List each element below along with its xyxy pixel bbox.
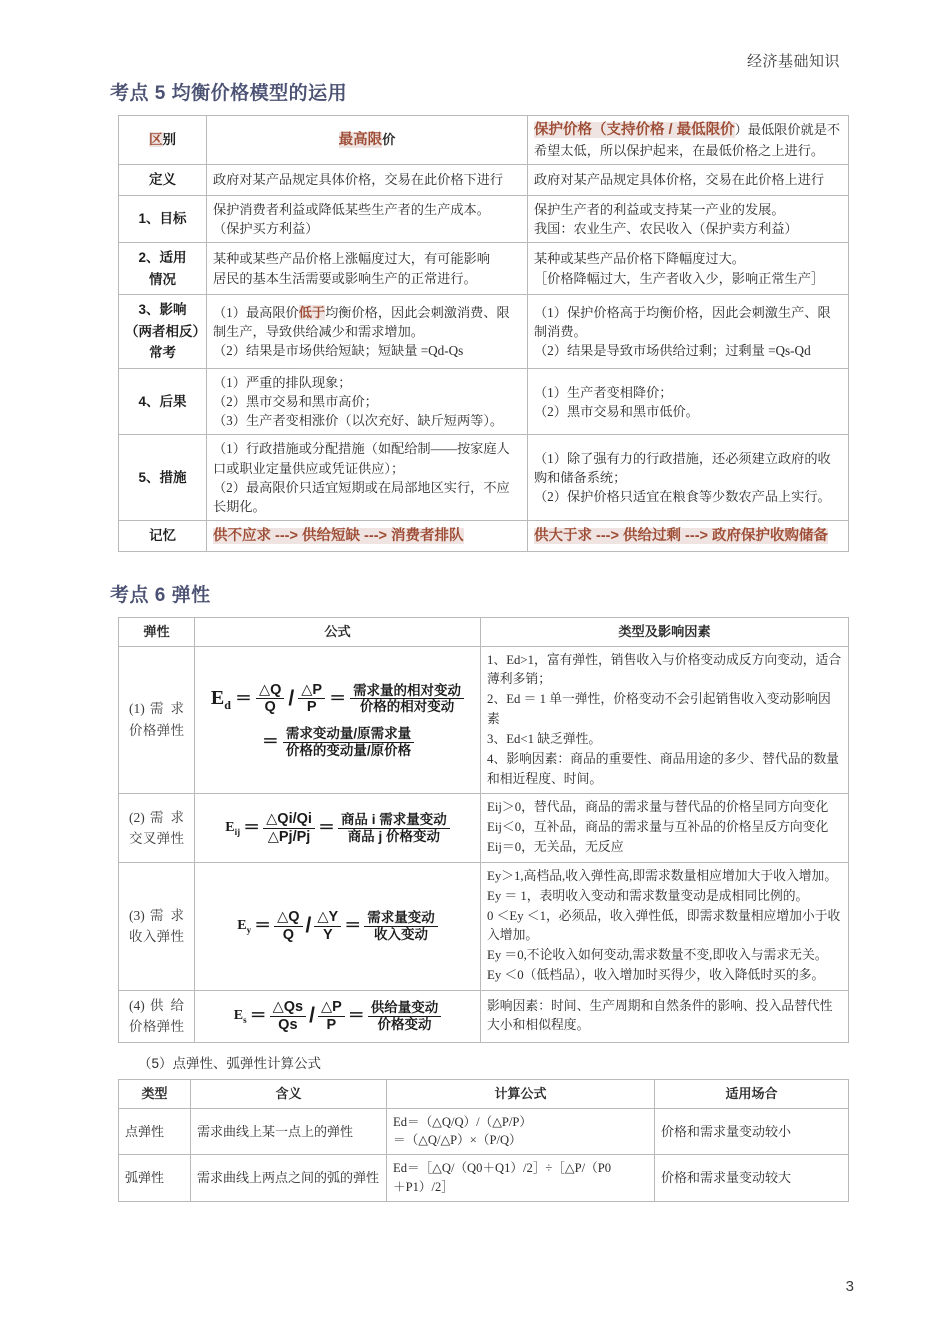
desc-income-elasticity bbox=[481, 862, 849, 990]
section-heading-5: 考点 5 均衡价格模型的运用 bbox=[110, 83, 348, 104]
cell-measures-right bbox=[528, 435, 849, 521]
col-header-calc-formula: 计算公式 bbox=[387, 1080, 655, 1109]
cell-formula-point bbox=[387, 1108, 655, 1155]
cell-influence-right bbox=[528, 295, 849, 369]
fraction-3: $\frac{\text{商品 i 需求量变动}}{\text{商品 j 价格变动}}$ bbox=[338, 812, 450, 844]
formula-line: Ed＝［△Q/（Q0＋Q1）/2］÷［△P/（P0 bbox=[393, 1161, 611, 1176]
table-row bbox=[119, 646, 849, 794]
page-number: 3 bbox=[845, 1278, 854, 1295]
cell-line: （2）保护价格只适宜在粮食等少数农产品上实行。 bbox=[534, 489, 831, 505]
cell-applicable-left bbox=[207, 243, 528, 295]
fraction-1: $\frac{\triangle Qs}{Qs}$ bbox=[270, 999, 307, 1033]
header-cell-distinction bbox=[119, 116, 207, 165]
table-row bbox=[119, 116, 849, 165]
table-row bbox=[119, 295, 849, 369]
equals-sign: ＝ bbox=[243, 817, 261, 837]
formula-symbol: $E_s$ bbox=[233, 1008, 247, 1025]
desc-line: Ey ＝0,不论收入如何变动,需求数量不变,即收入与需求无关。 bbox=[487, 948, 828, 963]
row-label-definition: 定义 bbox=[119, 165, 207, 196]
fraction-3: $\frac{\text{需求量的相对变动}}{\text{价格的相对变动}}$ bbox=[350, 683, 464, 715]
table-row bbox=[119, 165, 849, 196]
equals-sign-2: ＝ bbox=[329, 688, 347, 708]
label-line: (4) 供 给 bbox=[129, 997, 184, 1013]
formula-line-2 bbox=[261, 726, 414, 758]
header-cell-max-price bbox=[207, 116, 528, 165]
formula-block bbox=[203, 811, 472, 845]
header-max-price-highlight: 最高限 bbox=[338, 131, 383, 148]
fraction-3: $\frac{\text{需求量变动}}{\text{收入变动}}$ bbox=[364, 910, 438, 942]
fraction-3: $\frac{\text{供给量变动}}{\text{价格变动}}$ bbox=[368, 1000, 442, 1032]
cell-memory-right bbox=[528, 520, 849, 551]
cell-type-arc: 弧弹性 bbox=[119, 1155, 191, 1202]
table-row bbox=[119, 369, 849, 435]
fraction-1: $\frac{\triangle Q}{Q}$ bbox=[256, 682, 284, 716]
cell-applicable-right bbox=[528, 243, 849, 295]
influence-highlight: 低于 bbox=[298, 304, 326, 320]
desc-line: Ey ＝ 1，表明收入变动和需求数量变动是成相同比例的。 bbox=[487, 888, 809, 903]
formula-demand-price-elasticity bbox=[195, 646, 481, 794]
label-line: 2、适用 bbox=[138, 250, 187, 266]
header-protect-price-rest: ）最低限价就是不希望太低，所以保护起来，在最低价格之上进行。 bbox=[534, 122, 841, 159]
slash-divider: / bbox=[309, 1004, 315, 1028]
cell-formula-arc bbox=[387, 1155, 655, 1202]
cell-line: （2）最高限价只适宜短期或在局部地区实行，不应长期化。 bbox=[213, 479, 510, 514]
cell-meaning-arc: 需求曲线上两点之间的弧的弹性 bbox=[191, 1155, 387, 1202]
desc-line: 3、Ed<1 缺乏弹性。 bbox=[487, 731, 602, 746]
running-header: 经济基础知识 bbox=[746, 53, 840, 70]
col-header-scenario: 适用场合 bbox=[655, 1080, 849, 1109]
cell-consequence-left bbox=[207, 369, 528, 435]
formula-supply-price-elasticity bbox=[195, 990, 481, 1042]
equals-sign-2: ＝ bbox=[347, 1006, 365, 1026]
header-distinction-rest: 别 bbox=[162, 132, 176, 148]
row-label-consequence: 4、后果 bbox=[119, 369, 207, 435]
influence-post: 均衡价格，因此会刺激消费、限制生产，导致供给减少和需求增加。 bbox=[213, 304, 510, 340]
desc-line: 影响因素：时间、生产周期和自然条件的影响、投入品替代性大小和相似程度。 bbox=[487, 998, 833, 1033]
label-line: 价格弹性 bbox=[129, 1019, 184, 1035]
desc-line: 4、影响因素：商品的重要性、商品用途的多少、替代品的数量和相近程度、时间。 bbox=[487, 751, 839, 786]
cell-line: （1）严重的排队现象； bbox=[213, 375, 352, 390]
desc-line: Eij＝0，无关品，无反应 bbox=[487, 840, 624, 855]
formula-block bbox=[203, 909, 472, 943]
equals-sign: ＝ bbox=[234, 688, 252, 708]
cell-type-point: 点弹性 bbox=[119, 1108, 191, 1155]
desc-supply-price-elasticity bbox=[481, 990, 849, 1042]
cell-line: 某种或某些产品价格上涨幅度过大，有可能影响 bbox=[213, 251, 490, 267]
cell-line bbox=[213, 303, 521, 341]
table-row bbox=[119, 195, 849, 242]
cell-line: 保护生产者的利益或支持某一产业的发展。 bbox=[534, 201, 785, 217]
cell-line: （2）黑市交易和黑市高价； bbox=[213, 394, 378, 410]
cell-measures-left bbox=[207, 435, 528, 521]
fraction-4: $\frac{\text{需求变动量/原需求量}}{\text{价格的变动量/原价格}}$ bbox=[283, 726, 414, 758]
fraction-1: $\frac{\triangle Qi/Qi}{\triangle Pj/Pj}$ bbox=[263, 811, 315, 845]
table-row bbox=[119, 435, 849, 521]
desc-line: 1、Ed>1，富有弹性，销售收入与价格变动成反方向变动，适合薄利多销； bbox=[487, 652, 842, 687]
label-line: (3) 需 求 bbox=[129, 907, 184, 923]
header-cell-protect-price bbox=[528, 116, 849, 165]
cell-definition-left: 政府对某产品规定具体价格，交易在此价格下进行 bbox=[207, 165, 528, 196]
fraction-2: $\frac{\triangle P}{P}$ bbox=[298, 682, 325, 716]
label-line: 收入弹性 bbox=[129, 929, 184, 945]
table-row bbox=[119, 1080, 849, 1109]
row-label-income-elasticity bbox=[119, 862, 195, 990]
cell-line: （保护买方利益） bbox=[213, 220, 319, 236]
row-label-cross-elasticity bbox=[119, 794, 195, 862]
influence-pre: （1）最高限价 bbox=[213, 304, 299, 320]
cell-definition-right: 政府对某产品规定具体价格，交易在此价格上进行 bbox=[528, 165, 849, 196]
col-header-meaning: 含义 bbox=[191, 1080, 387, 1109]
label-line: 常考 bbox=[149, 345, 176, 361]
price-model-table bbox=[118, 115, 849, 552]
label-line: 情况 bbox=[149, 271, 176, 287]
label-line: 交叉弹性 bbox=[129, 831, 184, 847]
row-label-influence bbox=[119, 295, 207, 369]
col-header-formula: 公式 bbox=[195, 618, 481, 646]
cell-goal-left bbox=[207, 195, 528, 242]
label-line: （两者相反） bbox=[125, 323, 206, 339]
cell-goal-right bbox=[528, 195, 849, 242]
memory-text-left: 供不应求 ---> 供给短缺 ---> 消费者排队 bbox=[213, 527, 464, 544]
row-label-demand-price-elasticity bbox=[119, 646, 195, 794]
cell-influence-left bbox=[207, 295, 528, 369]
desc-line: 0 ＜Ey ＜1，必须品，收入弹性低，即需求数量相应增加小于收入增加。 bbox=[487, 908, 841, 943]
row-label-memory: 记忆 bbox=[119, 520, 207, 551]
page-content bbox=[110, 78, 850, 1202]
cell-scenario-arc: 价格和需求量变动较大 bbox=[655, 1155, 849, 1202]
cell-line: 我国：农业生产、农民收入（保护卖方利益） bbox=[534, 220, 798, 236]
table-row bbox=[119, 990, 849, 1042]
label-line: 3、影响 bbox=[138, 302, 187, 318]
fraction-1: $\frac{\triangle Q}{Q}$ bbox=[274, 909, 302, 943]
fraction-2: $\frac{\triangle Y}{Y}$ bbox=[314, 909, 341, 943]
fraction-2: $\frac{\triangle P}{P}$ bbox=[318, 999, 345, 1033]
cell-line: 某种或某些产品价格下降幅度过大。 bbox=[534, 251, 745, 267]
cell-line: （2）结果是市场供给短缺；短缺量 =Qd-Qs bbox=[213, 343, 464, 359]
desc-line: Ey ＜0（低档品），收入增加时买得少，收入降低时买的多。 bbox=[487, 968, 825, 983]
col-header-type: 类型 bbox=[119, 1080, 191, 1109]
header-protect-price-highlight: 保护价格（支持价格 / 最低限价 bbox=[534, 122, 735, 138]
formula-line: Ed＝（△Q/Q）/（△P/P） bbox=[393, 1114, 533, 1129]
formula-block bbox=[203, 682, 472, 758]
header-max-price-rest: 价 bbox=[382, 131, 396, 147]
row-label-goal: 1、目标 bbox=[119, 195, 207, 242]
col-header-elasticity: 弹性 bbox=[119, 618, 195, 646]
desc-cross-elasticity bbox=[481, 794, 849, 862]
label-line: (2) 需 求 bbox=[129, 809, 184, 825]
cell-line: （2）黑市交易和黑市低价。 bbox=[534, 403, 699, 419]
cell-line: （1）行政措施或分配措施（如配给制——按家庭人口或职业定量供应或凭证供应）； bbox=[213, 441, 510, 476]
cell-line: 居民的基本生活需要或影响生产的正常进行。 bbox=[213, 270, 477, 286]
formula-symbol: $E_d$ bbox=[210, 686, 231, 712]
label-line: (1) 需 求 bbox=[129, 701, 184, 717]
sub-note-point-arc: （5）点弹性、弧弹性计算公式 bbox=[138, 1056, 322, 1072]
row-label-applicable bbox=[119, 243, 207, 295]
desc-demand-price-elasticity bbox=[481, 646, 849, 794]
section-heading-6: 考点 6 弹性 bbox=[110, 585, 211, 607]
memory-text-right: 供大于求 ---> 供给过剩 ---> 政府保护收购储备 bbox=[534, 527, 829, 544]
label-line: 价格弹性 bbox=[129, 722, 184, 738]
cell-line: （2）结果是导致市场供给过剩；过剩量 =Qs-Qd bbox=[534, 343, 811, 359]
point-arc-elasticity-table bbox=[118, 1079, 849, 1202]
desc-line: Ey＞1,高档品,收入弹性高,即需求数量相应增加大于收入增加。 bbox=[487, 868, 838, 883]
cell-line: ［价格降幅过大，生产者收入少，影响正常生产］ bbox=[534, 270, 825, 286]
formula-symbol: $E_y$ bbox=[237, 917, 252, 935]
cell-line: （1）生产者变相降价； bbox=[534, 384, 673, 400]
formula-line: ＋P1）/2］ bbox=[393, 1180, 454, 1195]
cell-meaning-point: 需求曲线上某一点上的弹性 bbox=[191, 1108, 387, 1155]
cell-memory-left bbox=[207, 520, 528, 551]
table-row bbox=[119, 862, 849, 990]
equals-sign-2: ＝ bbox=[344, 916, 362, 936]
equals-sign-3: ＝ bbox=[261, 731, 279, 751]
table-row bbox=[119, 1155, 849, 1202]
table-row bbox=[119, 243, 849, 295]
equals-sign: ＝ bbox=[249, 1006, 267, 1026]
elasticity-table bbox=[118, 617, 849, 1043]
cell-line: （3）生产者变相涨价（以次充好、缺斤短两等）。 bbox=[213, 413, 504, 429]
row-label-supply-price-elasticity bbox=[119, 990, 195, 1042]
desc-line: Eij＞0，替代品，商品的需求量与替代品的价格呈同方向变化 bbox=[487, 800, 829, 815]
cell-line: （1）除了强有力的行政措施，还必须建立政府的收购和储备系统； bbox=[534, 450, 831, 486]
slash-divider: / bbox=[305, 914, 312, 938]
slash-divider: / bbox=[288, 686, 295, 710]
formula-line: ＝（△Q/△P）×（P/Q） bbox=[393, 1133, 522, 1148]
cell-line: 保护消费者利益或降低某些生产者的生产成本。 bbox=[213, 201, 490, 217]
formula-income-elasticity bbox=[195, 862, 481, 990]
formula-block bbox=[203, 999, 472, 1033]
table-row bbox=[119, 1108, 849, 1155]
table-row bbox=[119, 794, 849, 862]
cell-line: （1）保护价格高于均衡价格，因此会刺激生产、限制消费。 bbox=[534, 304, 831, 340]
row-label-measures: 5、措施 bbox=[119, 435, 207, 521]
formula-symbol: $E_{ij}$ bbox=[225, 819, 241, 837]
header-distinction-highlight: 区 bbox=[149, 132, 163, 148]
cell-consequence-right bbox=[528, 369, 849, 435]
cell-scenario-point: 价格和需求量变动较小 bbox=[655, 1108, 849, 1155]
equals-sign: ＝ bbox=[254, 916, 272, 936]
formula-line-1 bbox=[211, 682, 464, 716]
col-header-types: 类型及影响因素 bbox=[481, 618, 849, 646]
desc-line: 2、Ed ＝ 1 单一弹性，价格变动不会引起销售收入变动影响因素 bbox=[487, 692, 831, 727]
desc-line: Eij＜0，互补品，商品的需求量与互补品的价格呈反方向变化 bbox=[487, 820, 829, 835]
table-row bbox=[119, 520, 849, 551]
table-row bbox=[119, 618, 849, 646]
equals-sign-2: ＝ bbox=[317, 817, 335, 837]
formula-cross-elasticity bbox=[195, 794, 481, 862]
